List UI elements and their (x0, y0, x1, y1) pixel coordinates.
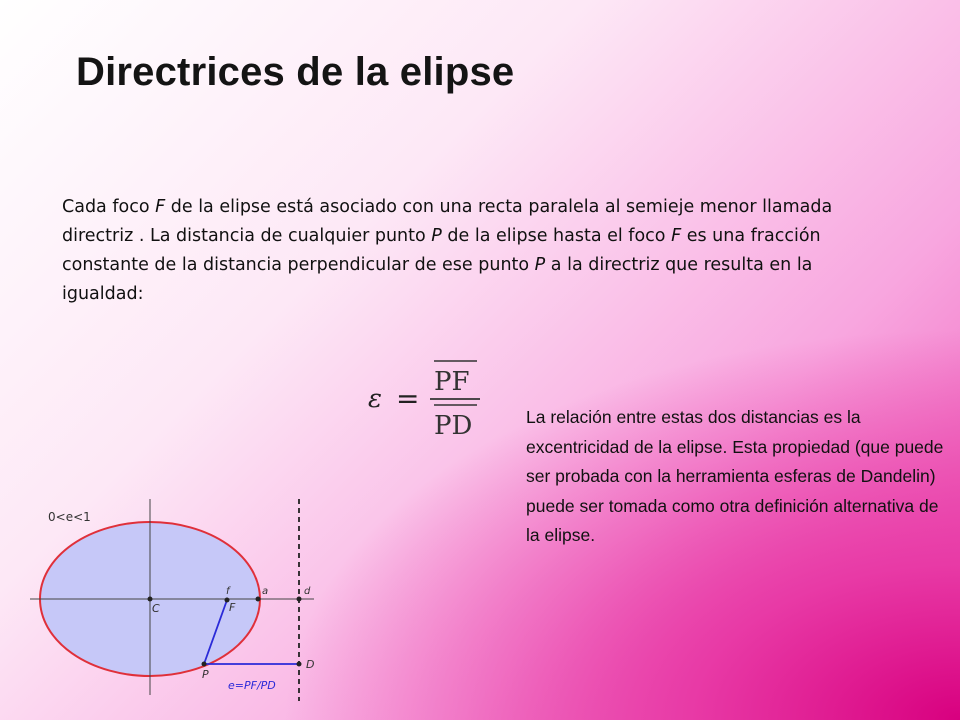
label-C: C (152, 602, 160, 615)
definition-paragraph (62, 193, 862, 309)
center-point (148, 597, 153, 602)
point-symbol: P (431, 226, 442, 246)
directrix-intersection-point (297, 597, 302, 602)
formula-equals: = (396, 382, 420, 415)
label-P: P (202, 668, 209, 681)
text-segment: de la elipse está asociado con una recta paralela al semieje menor llamada directriz . La distancia de cualquier punto (62, 197, 833, 246)
vertex-point (256, 597, 261, 602)
label-F: F (229, 601, 236, 614)
formula-numerator: PF (434, 367, 470, 397)
label-f: f (226, 586, 230, 597)
label-a: a (262, 586, 269, 597)
formula-denominator: PD (434, 411, 473, 441)
formula-epsilon: ε (368, 384, 382, 414)
text-segment: a la directriz que resulta en la igualdad: (62, 255, 813, 304)
ellipse-directrix-diagram (28, 495, 328, 705)
label-D: D (306, 658, 315, 671)
text-segment: de la elipse hasta el foco (441, 226, 672, 246)
label-d: d (304, 586, 311, 597)
focus-symbol: F (155, 197, 166, 217)
point-symbol: P (534, 255, 546, 275)
eccentricity-relation-label: e=PF/PD (228, 679, 276, 692)
text-segment: es una fracción constante de la distancia perpendicular de ese punto (62, 226, 821, 275)
text-segment: Cada foco (62, 197, 156, 217)
eccentricity-paragraph: La relación entre estas dos distancias es la excentricidad de la elipse. Esta propiedad (que puede ser probada con la herramienta esferas de Dandelin) puede ser tomada como otra definición alternativa de la elipse. (526, 407, 944, 545)
eccentricity-formula (362, 352, 492, 442)
point-P (202, 662, 207, 667)
focus-symbol: F (671, 226, 682, 246)
condition-label: 0<e<1 (48, 510, 91, 524)
point-D (297, 662, 302, 667)
slide-title: Directrices de la elipse (76, 50, 515, 94)
